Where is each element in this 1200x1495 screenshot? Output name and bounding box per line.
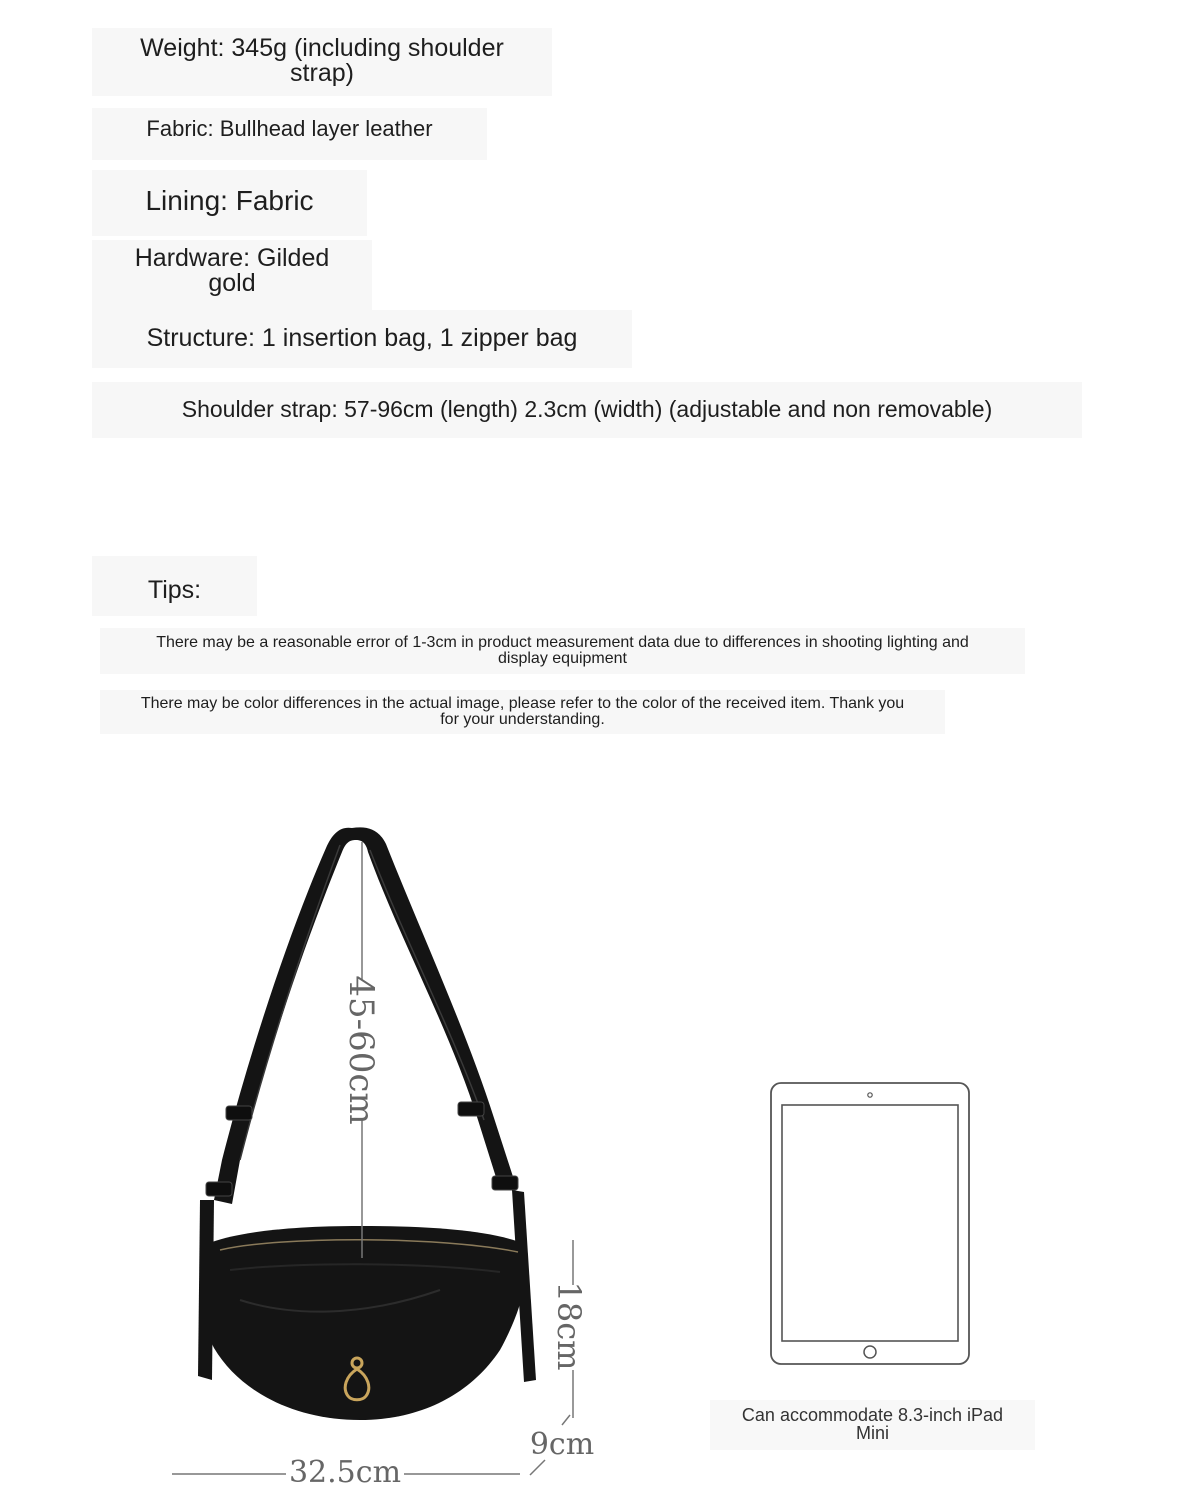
spec-shoulder-strap-text: Shoulder strap: 57-96cm (length) 2.3cm (width) (adjustable and non removable) — [181, 396, 993, 422]
dimension-strap-drop — [341, 842, 381, 1258]
tip-2-line-2: for your understanding. — [440, 711, 605, 728]
dimension-height-label: 18cm — [550, 1281, 588, 1371]
ipad-capacity-caption — [710, 1400, 1035, 1450]
tip-2-line-1: There may be color differences in the actual image, please refer to the color of the received item. Thank you — [140, 695, 905, 712]
dimension-height — [550, 1240, 588, 1418]
spec-weight-line-2: strap) — [290, 59, 354, 87]
spec-structure-text: Structure: 1 insertion bag, 1 zipper bag — [146, 324, 578, 352]
tip-1-line-2: display equipment — [498, 650, 627, 667]
dimension-depth — [530, 1415, 594, 1475]
dimension-width — [172, 1455, 520, 1490]
tip-1-line-1: There may be a reasonable error of 1-3cm in product measurement data due to differences in shooting lighting and — [156, 634, 969, 651]
spec-fabric-text: Fabric: Bullhead layer leather — [146, 116, 433, 141]
dimension-strap-drop-label: 45-60cm — [341, 975, 381, 1125]
spec-weight-line-1: Weight: 345g (including shoulder — [140, 34, 504, 62]
spec-hardware-line-1: Hardware: Gilded — [134, 244, 330, 272]
ipad-caption-line-2: Mini — [855, 1423, 889, 1443]
tips-heading-text: Tips: — [147, 576, 202, 604]
dimension-width-label: 32.5cm — [288, 1455, 402, 1490]
ipad-caption-line-1: Can accommodate 8.3-inch iPad — [741, 1405, 1004, 1425]
bag-body — [198, 1190, 536, 1420]
spec-hardware-line-2: gold — [208, 269, 256, 297]
dimension-depth-label: 9cm — [529, 1427, 595, 1462]
spec-lining-text: Lining: Fabric — [145, 185, 314, 216]
ipad-mini-icon — [771, 1083, 969, 1364]
